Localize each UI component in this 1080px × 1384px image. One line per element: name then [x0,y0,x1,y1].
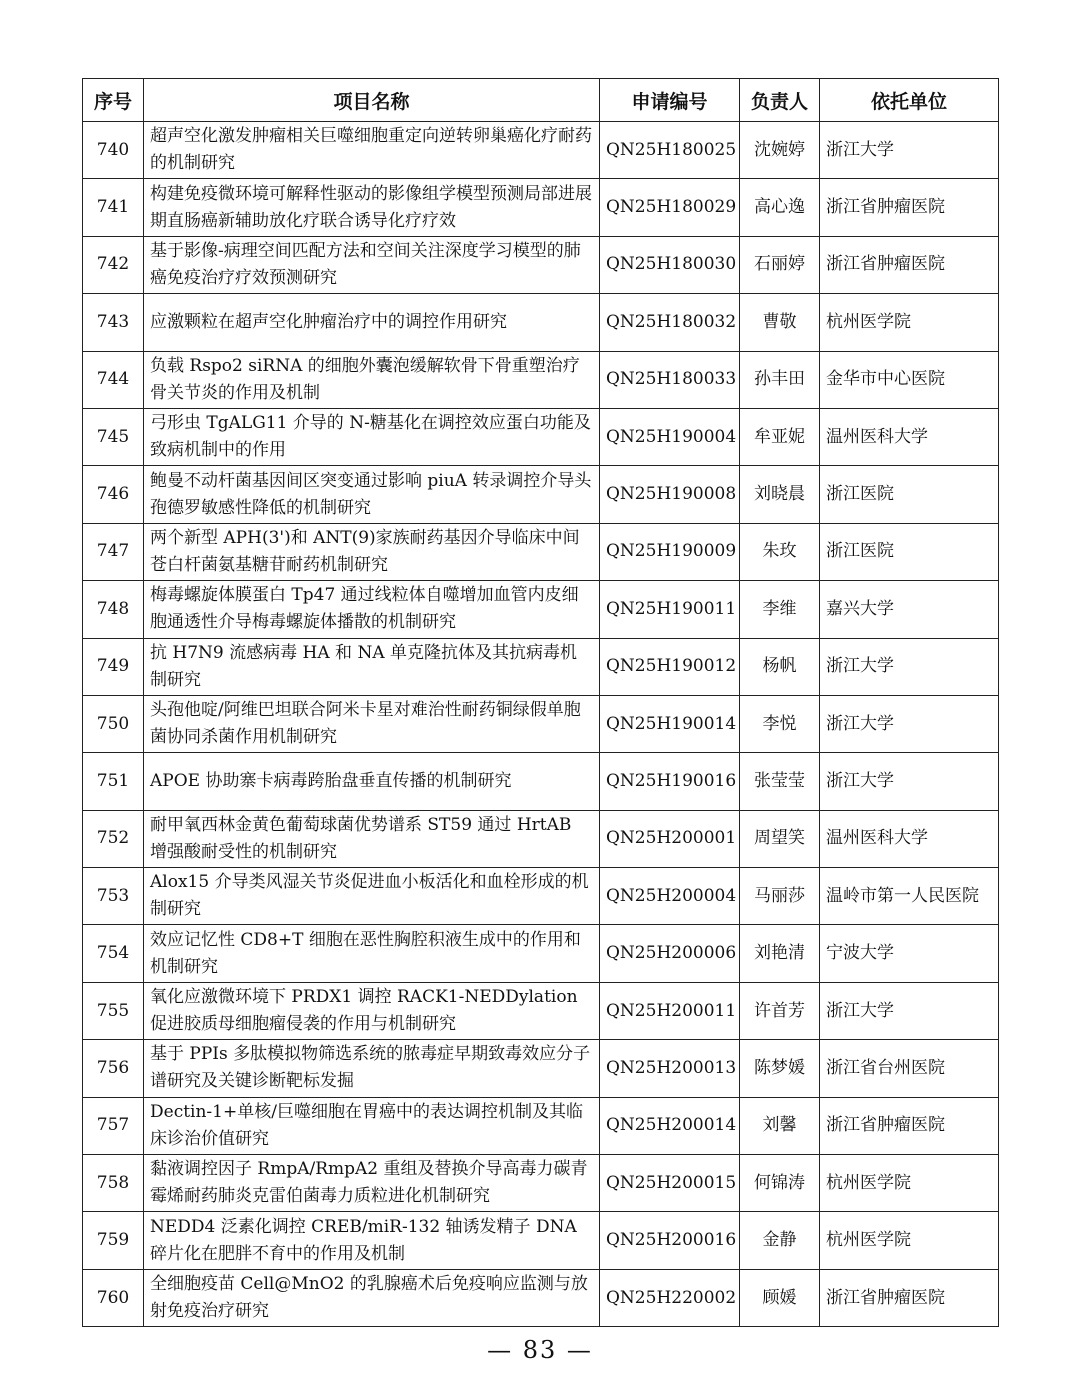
cell-application-number: QN25H190011 [600,581,740,638]
cell-project-name: 氧化应激微环境下 PRDX1 调控 RACK1-NEDDylation 促进胶质母细胞瘤侵袭的作用与机制研究 [144,982,600,1039]
cell-project-name: Dectin-1+单核/巨噬细胞在胃癌中的表达调控机制及其临床诊治价值研究 [144,1097,600,1154]
cell-project-name: 黏液调控因子 RmpA/RmpA2 重组及替换介导高毒力碳青霉烯耐药肺炎克雷伯菌毒力质粒进化机制研究 [144,1155,600,1212]
table-row [83,408,999,465]
cell-serial: 746 [83,466,144,523]
cell-application-number: QN25H190012 [600,638,740,695]
cell-institution: 温州医科大学 [820,810,999,867]
cell-application-number: QN25H200004 [600,868,740,925]
table-row [83,982,999,1039]
cell-serial: 759 [83,1212,144,1269]
cell-application-number: QN25H180032 [600,294,740,351]
cell-project-name: 构建免疫微环境可解释性驱动的影像组学模型预测局部进展期直肠癌新辅助放化疗联合诱导化疗疗效 [144,179,600,236]
cell-institution: 浙江省台州医院 [820,1040,999,1097]
cell-institution: 杭州医学院 [820,1155,999,1212]
cell-principal: 朱玫 [740,523,820,580]
cell-application-number: QN25H190004 [600,408,740,465]
cell-institution: 温岭市第一人民医院 [820,868,999,925]
cell-application-number: QN25H200001 [600,810,740,867]
cell-institution: 浙江省肿瘤医院 [820,236,999,293]
cell-project-name: 梅毒螺旋体膜蛋白 Tp47 通过线粒体自噬增加血管内皮细胞通透性介导梅毒螺旋体播散的机制研究 [144,581,600,638]
cell-application-number: QN25H180030 [600,236,740,293]
cell-project-name: Alox15 介导类风湿关节炎促进血小板活化和血栓形成的机制研究 [144,868,600,925]
cell-institution: 浙江医院 [820,523,999,580]
cell-serial: 754 [83,925,144,982]
table-row [83,466,999,523]
cell-institution: 浙江大学 [820,122,999,179]
cell-application-number: QN25H200011 [600,982,740,1039]
cell-principal: 刘晓晨 [740,466,820,523]
table-row [83,810,999,867]
cell-institution: 浙江省肿瘤医院 [820,1269,999,1326]
cell-serial: 747 [83,523,144,580]
cell-serial: 743 [83,294,144,351]
cell-principal: 张莹莹 [740,753,820,810]
table-row [83,581,999,638]
cell-principal: 杨帆 [740,638,820,695]
cell-principal: 李维 [740,581,820,638]
table-row [83,179,999,236]
cell-institution: 杭州医学院 [820,1212,999,1269]
cell-application-number: QN25H190016 [600,753,740,810]
cell-principal: 何锦涛 [740,1155,820,1212]
cell-application-number: QN25H180025 [600,122,740,179]
table-row [83,638,999,695]
cell-institution: 宁波大学 [820,925,999,982]
table-row [83,1040,999,1097]
table-row [83,695,999,752]
cell-serial: 744 [83,351,144,408]
cell-application-number: QN25H180033 [600,351,740,408]
cell-application-number: QN25H200016 [600,1212,740,1269]
cell-institution: 浙江医院 [820,466,999,523]
cell-principal: 陈梦媛 [740,1040,820,1097]
cell-principal: 李悦 [740,695,820,752]
cell-serial: 760 [83,1269,144,1326]
cell-application-number: QN25H200014 [600,1097,740,1154]
cell-project-name: APOE 协助寨卡病毒跨胎盘垂直传播的机制研究 [144,753,600,810]
table-row [83,868,999,925]
cell-project-name: 基于 PPIs 多肽模拟物筛选系统的脓毒症早期致毒效应分子谱研究及关键诊断靶标发掘 [144,1040,600,1097]
cell-principal: 顾媛 [740,1269,820,1326]
cell-principal: 许首芳 [740,982,820,1039]
table-header-row [83,79,999,122]
header-principal: 负责人 [740,79,820,122]
cell-serial: 740 [83,122,144,179]
cell-institution: 嘉兴大学 [820,581,999,638]
header-application-number: 申请编号 [600,79,740,122]
cell-principal: 孙丰田 [740,351,820,408]
cell-principal: 周望笑 [740,810,820,867]
cell-institution: 浙江大学 [820,753,999,810]
cell-application-number: QN25H220002 [600,1269,740,1326]
cell-serial: 741 [83,179,144,236]
cell-institution: 浙江大学 [820,638,999,695]
cell-institution: 金华市中心医院 [820,351,999,408]
cell-project-name: NEDD4 泛素化调控 CREB/miR-132 轴诱发精子 DNA 碎片化在肥胖不育中的作用及机制 [144,1212,600,1269]
table-row [83,236,999,293]
cell-principal: 牟亚妮 [740,408,820,465]
cell-project-name: 全细胞疫苗 Cell@MnO2 的乳腺癌术后免疫响应监测与放射免疫治疗研究 [144,1269,600,1326]
cell-project-name: 超声空化激发肿瘤相关巨噬细胞重定向逆转卵巢癌化疗耐药的机制研究 [144,122,600,179]
cell-serial: 756 [83,1040,144,1097]
cell-serial: 748 [83,581,144,638]
table-row [83,1269,999,1326]
cell-application-number: QN25H200006 [600,925,740,982]
table-row [83,753,999,810]
table-row [83,1155,999,1212]
cell-serial: 755 [83,982,144,1039]
cell-project-name: 弓形虫 TgALG11 介导的 N-糖基化在调控效应蛋白功能及致病机制中的作用 [144,408,600,465]
cell-application-number: QN25H190009 [600,523,740,580]
cell-serial: 751 [83,753,144,810]
header-serial: 序号 [83,79,144,122]
header-institution: 依托单位 [820,79,999,122]
cell-application-number: QN25H190014 [600,695,740,752]
cell-principal: 马丽莎 [740,868,820,925]
project-table [82,78,999,1327]
cell-serial: 745 [83,408,144,465]
cell-serial: 742 [83,236,144,293]
cell-institution: 浙江省肿瘤医院 [820,1097,999,1154]
cell-principal: 沈婉婷 [740,122,820,179]
cell-principal: 曹敬 [740,294,820,351]
cell-institution: 浙江省肿瘤医院 [820,179,999,236]
table-row [83,351,999,408]
cell-project-name: 抗 H7N9 流感病毒 HA 和 NA 单克隆抗体及其抗病毒机制研究 [144,638,600,695]
cell-serial: 752 [83,810,144,867]
page-number: — 83 — [487,1336,593,1364]
table-row [83,523,999,580]
table-row [83,1212,999,1269]
cell-principal: 石丽婷 [740,236,820,293]
cell-project-name: 耐甲氧西林金黄色葡萄球菌优势谱系 ST59 通过 HrtAB 增强酸耐受性的机制研究 [144,810,600,867]
cell-institution: 杭州医学院 [820,294,999,351]
cell-project-name: 应激颗粒在超声空化肿瘤治疗中的调控作用研究 [144,294,600,351]
cell-project-name: 基于影像-病理空间匹配方法和空间关注深度学习模型的肺癌免疫治疗疗效预测研究 [144,236,600,293]
cell-serial: 757 [83,1097,144,1154]
cell-project-name: 效应记忆性 CD8+T 细胞在恶性胸腔积液生成中的作用和机制研究 [144,925,600,982]
cell-institution: 温州医科大学 [820,408,999,465]
cell-principal: 刘艳清 [740,925,820,982]
header-project-name: 项目名称 [144,79,600,122]
cell-application-number: QN25H200013 [600,1040,740,1097]
cell-serial: 758 [83,1155,144,1212]
cell-application-number: QN25H200015 [600,1155,740,1212]
cell-project-name: 鲍曼不动杆菌基因间区突变通过影响 piuA 转录调控介导头孢德罗敏感性降低的机制研究 [144,466,600,523]
table-row [83,1097,999,1154]
cell-serial: 753 [83,868,144,925]
table-row [83,925,999,982]
cell-serial: 750 [83,695,144,752]
cell-institution: 浙江大学 [820,695,999,752]
table-row [83,122,999,179]
cell-serial: 749 [83,638,144,695]
cell-principal: 刘馨 [740,1097,820,1154]
cell-project-name: 负载 Rspo2 siRNA 的细胞外囊泡缓解软骨下骨重塑治疗骨关节炎的作用及机制 [144,351,600,408]
cell-project-name: 头孢他啶/阿维巴坦联合阿米卡星对难治性耐药铜绿假单胞菌协同杀菌作用机制研究 [144,695,600,752]
cell-institution: 浙江大学 [820,982,999,1039]
cell-application-number: QN25H190008 [600,466,740,523]
cell-project-name: 两个新型 APH(3')和 ANT(9)家族耐药基因介导临床中间苍白杆菌氨基糖苷耐药机制研究 [144,523,600,580]
table-row [83,294,999,351]
cell-principal: 金静 [740,1212,820,1269]
cell-principal: 高心逸 [740,179,820,236]
cell-application-number: QN25H180029 [600,179,740,236]
